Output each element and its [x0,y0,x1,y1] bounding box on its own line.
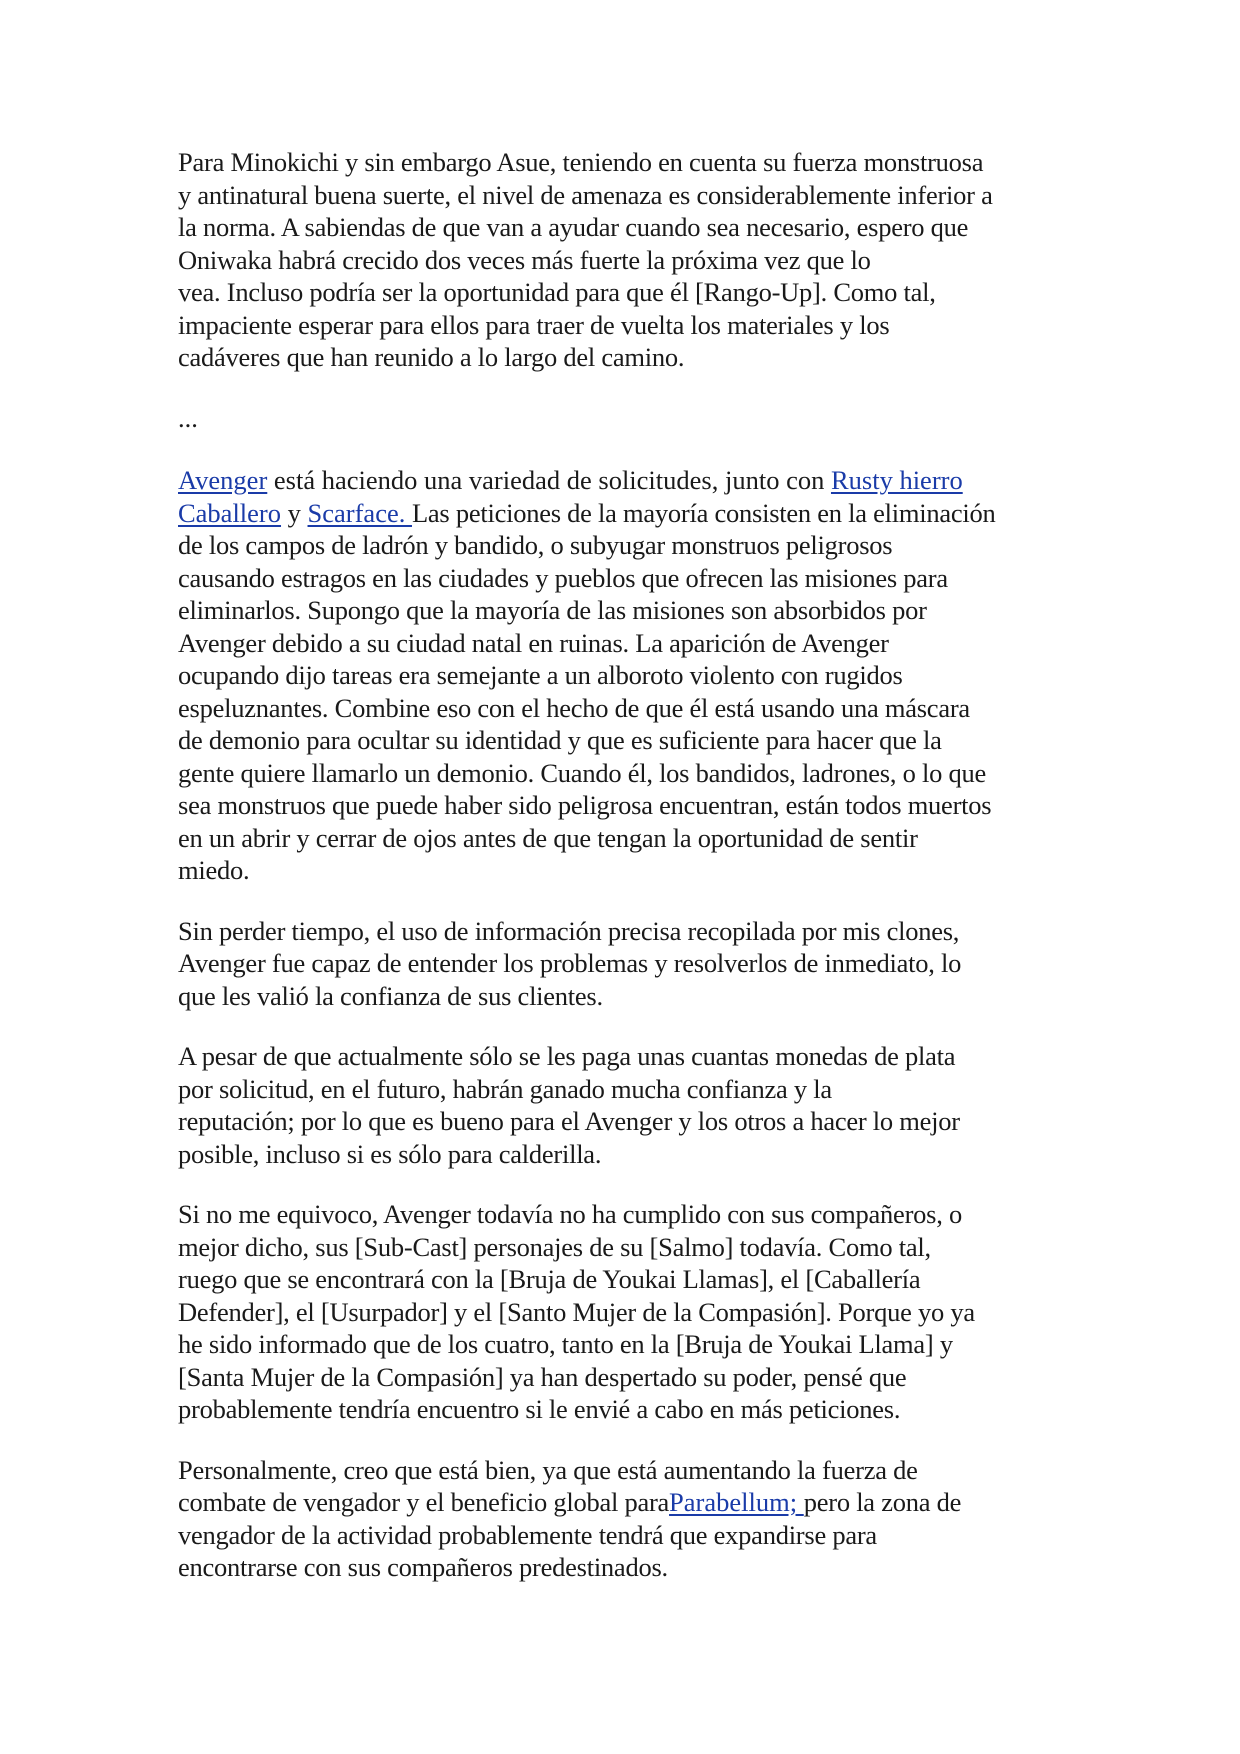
paragraph-3-text-a: está haciendo una variedad de solicitudes, junto con [267,465,831,495]
paragraph-5 [178,1040,1218,1170]
paragraph-7-text-a: Personalmente, creo que está bien, ya que está aumentando la fuerza de combate de vengador y el beneficio global para [178,1454,918,1517]
paragraph-4-text: Sin perder tiempo, el uso de información precisa recopilada por mis clones, Avenger fue capaz de entender los problemas y resolverlos de inmediato, lo que les valió la confianza de sus clientes. [178,915,962,1011]
avenger-link[interactable]: Avenger [178,465,268,495]
paragraph-6-text: Si no me equivoco, Avenger todavía no ha cumplido con sus compañeros, o mejor dicho, sus [Sub-Cast] personajes de su [Salmo] todavía. Como tal, ruego que se encontrará con la [Bruja de Youkai Llamas], el [Caballería Defender], el [Usurpador] y el [Santo Mujer de la Compasión]. Porque yo ya he sido informado que de los cuatro, tanto en la [Bruja de Youkai Llama] y [Santa Mujer de la Compasión] ya han despertado su poder, pensé que probablemente tendría encuentro si le envié a cabo en más peticiones. [178,1199,975,1424]
paragraph-ellipsis [178,402,1218,435]
paragraph-5-text: A pesar de que actualmente sólo se les paga unas cuantas monedas de plata por solicitud, en el futuro, habrán ganado mucha confianza y la reputación; por lo que es bueno para el Avenger y los otros a hacer lo mejor posible, incluso si es sólo para calderilla. [178,1041,960,1169]
paragraph-7 [178,1454,1218,1584]
rusty-hierro-caballero-link[interactable]: Rusty hierro Caballero [178,465,963,528]
paragraph-7-text-b: pero la zona de vengador de la actividad probablemente tendrá que expandirse para encontrarse con sus compañeros predestinados. [178,1487,962,1582]
paragraph-3-text-b: y [281,497,308,528]
paragraph-4 [178,915,1218,1013]
document-body [178,146,1218,1612]
paragraph-3 [178,464,1218,887]
paragraph-6 [178,1198,1218,1426]
parabellum-link[interactable]: Parabellum; [669,1487,804,1517]
paragraph-1-text: Para Minokichi y sin embargo Asue, teniendo en cuenta su fuerza monstruosa y antinatural buena suerte, el nivel de amenaza es considerablemente inferior a la norma. A sabiendas de que van a ayudar cuando sea necesario, espero que Oniwaka habrá crecido dos veces más fuerte la próxima vez que lo vea. Incluso podría ser la oportunidad para que él [Rango-Up]. Como tal, impaciente esperar para ellos para traer de vuelta los materiales y los cadáveres que han reunido a lo largo del camino. [178,147,993,372]
scarface-link[interactable]: Scarface. [307,497,412,528]
paragraph-1 [178,146,1218,374]
paragraph-3-text-c: Las peticiones de la mayoría consisten en la eliminación de los campos de ladrón y bandido, o subyugar monstruos peligrosos causando estragos en las ciudades y pueblos que ofrecen las misiones para eliminarlos. Supongo que la mayoría de las misiones son absorbidos por Avenger debido a su ciudad natal en ruinas. La aparición de Avenger ocupando dijo tareas era semejante a un alboroto violento con rugidos espeluznantes. Combine eso con el hecho de que él está usando una máscara de demonio para ocultar su identidad y que es suficiente para hacer que la gente quiere llamarlo un demonio. Cuando él, los bandidos, ladrones, o lo que sea monstruos que puede haber sido peligrosa encuentran, están todos muertos en un abrir y cerrar de ojos antes de que tengan la oportunidad de sentir miedo. [178,497,996,885]
ellipsis-text: ... [178,402,198,433]
